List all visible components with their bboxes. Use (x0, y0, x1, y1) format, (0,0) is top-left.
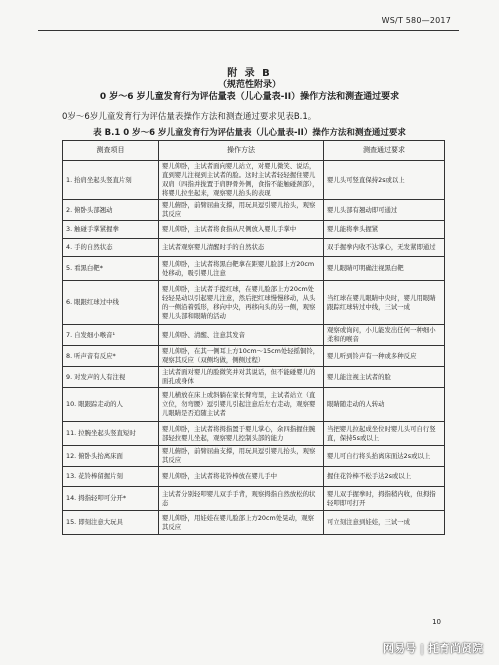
row-method: 婴儿仰卧，在其一侧耳上方10cm～15cm处轻摇铜铃，观察其反应（双侧均做，侧侧过程） (159, 346, 324, 367)
row-method: 婴儿仰卧、清醒、注意其发音 (159, 325, 324, 346)
row-method: 主试者分别轻叩婴儿双手手背，观察拇指自然放松的状态 (159, 487, 324, 511)
row-item: 7. 自发细小喉音¹ (63, 325, 159, 346)
row-item: 4. 手的自然状态 (63, 239, 159, 257)
header-item: 测查项目 (63, 141, 159, 161)
row-method: 婴儿横放在床上或斜躺在家长臂弯里，主试者站立（直立位，勿弯腰）逗引婴儿引起注意后左右走动，观察婴儿眼睛是否追随主试者 (159, 388, 324, 422)
table-row (63, 422, 445, 446)
row-method: 婴儿仰卧，主试者面向婴儿站立，对婴儿微笑、说话，直到婴儿注视到主试者的脸。这时主试者轻轻握住婴儿双肩（四指并拢置于肩胛骨外侧，食指不能触碰颈部），将婴儿拉坐起来，观察婴儿抬头的表现 (159, 161, 324, 200)
row-item: 15. 即刻注意大玩具 (63, 511, 159, 535)
row-pass: 婴儿双手握拳时，拇指稍内收，但拇指轻叩即可打开 (324, 487, 445, 511)
table-row (63, 161, 445, 200)
table-row (63, 467, 445, 487)
row-item: 8. 听声音有反应* (63, 346, 159, 367)
row-method: 婴儿仰卧，主试者将拇指置于婴儿掌心，余四指握住腕部轻拉婴儿坐起，观察婴儿控制头部的能力 (159, 422, 324, 446)
row-item: 5. 看黑白靶* (63, 257, 159, 281)
row-pass: 婴儿能将拳头握紧 (324, 221, 445, 239)
row-pass: 观察或询问，小儿能发出任何一种细小柔和的喉音 (324, 325, 445, 346)
table-row (63, 257, 445, 281)
table-row (63, 487, 445, 511)
watermark (383, 640, 483, 656)
appendix-title: 附 录 B (227, 68, 272, 79)
row-item: 9. 对发声的人有注视 (63, 367, 159, 388)
table-row (63, 239, 445, 257)
page-number: 10 (432, 618, 441, 626)
row-item: 2. 俯卧头部翘动 (63, 200, 159, 221)
row-item: 13. 花铃棒留握片刻 (63, 467, 159, 487)
row-pass: 婴儿眼睛可明确注视黑白靶 (324, 257, 445, 281)
row-pass: 握住花铃棒不松手达2s或以上 (324, 467, 445, 487)
row-pass: 可立刻注意到娃娃，三试一成 (324, 511, 445, 535)
watermark-separator: | (419, 641, 424, 655)
row-method: 婴儿俯卧，前臂屈曲支撑，用玩具逗引婴儿抬头，观察其反应 (159, 446, 324, 467)
table-row (63, 281, 445, 325)
row-item: 3. 触碰手掌紧握拳 (63, 221, 159, 239)
table-caption: 表 B.1 0 岁～6 岁儿童发育行为评估量表（儿心量表-II）操作方法和测查通过要求 (93, 128, 406, 138)
table-row (63, 325, 445, 346)
table-row (63, 511, 445, 535)
header-rule (38, 30, 459, 31)
standard-code: WS/T 580—2017 (381, 16, 451, 25)
row-item: 14. 拇指轻叩可分开* (63, 487, 159, 511)
table-row (63, 200, 445, 221)
row-pass: 婴儿能注视主试者的脸 (324, 367, 445, 388)
table-row (63, 367, 445, 388)
row-pass: 当把婴儿拉起成坐位时婴儿头可自行竖直，保持5s或以上 (324, 422, 445, 446)
watermark-brand: 网易号 (382, 642, 416, 655)
row-method: 主试者面对婴儿的脸微笑并对其说话，但不能碰婴儿的面孔或身体 (159, 367, 324, 388)
row-method: 婴儿仰卧，主试者将黑白靶拿在距婴儿脸部上方20cm处移动，吸引婴儿注意 (159, 257, 324, 281)
row-pass: 婴儿可自行将头抬离床面达2s或以上 (324, 446, 445, 467)
table-header-row (63, 141, 445, 161)
row-pass: 双手握拳内收不达掌心，无发紧即通过 (324, 239, 445, 257)
row-pass: 当红球在婴儿眼睛中央时，婴儿用眼睛跟踪红球转过中线，三试一成 (324, 281, 445, 325)
table-row (63, 388, 445, 422)
row-method: 婴儿仰卧，主试者手提红球，在婴儿脸部上方20cm处轻轻晃动以引起婴儿注意，然后把红球慢慢移动，从头的一侧沿着弧形，移向中央，再移向头的另一侧，观察婴儿头部和眼睛的活动 (159, 281, 324, 325)
row-pass: 婴儿头部有翘动即可通过 (324, 200, 445, 221)
row-pass: 眼睛随走动的人转动 (324, 388, 445, 422)
appendix-type: （规范性附录） (217, 80, 281, 90)
row-pass: 婴儿听到铃声有一种或多种反应 (324, 346, 445, 367)
row-method: 婴儿仰卧，主试者将花铃棒放在婴儿手中 (159, 467, 324, 487)
row-item: 12. 俯卧头抬离床面 (63, 446, 159, 467)
row-item: 6. 眼跟红球过中线 (63, 281, 159, 325)
assessment-table (62, 140, 445, 535)
header-method: 操作方法 (159, 141, 324, 161)
row-item: 11. 拉腕坐起头竖直短时 (63, 422, 159, 446)
header-pass: 测查通过要求 (324, 141, 445, 161)
row-item: 10. 眼跟踪走动的人 (63, 388, 159, 422)
row-method: 婴儿仰卧，主试者将食指从尺侧放入婴儿手掌中 (159, 221, 324, 239)
row-method: 婴儿俯卧，前臂屈曲支撑，用玩具逗引婴儿抬头，观察其反应 (159, 200, 324, 221)
table-row (63, 446, 445, 467)
intro-text: 0岁～6岁儿童发育行为评估量表操作方法和测查通过要求见表B.1。 (62, 112, 317, 122)
row-method: 主试者观察婴儿清醒时手的自然状态 (159, 239, 324, 257)
row-pass: 婴儿头可竖直保持2s或以上 (324, 161, 445, 200)
row-method: 婴儿仰卧，用娃娃在婴儿脸部上方20cm处晃动，观察其反应 (159, 511, 324, 535)
table-row (63, 221, 445, 239)
table-row (63, 346, 445, 367)
watermark-source: 托育尚贤院 (428, 642, 483, 655)
appendix-name: 0 岁～6 岁儿童发育行为评估量表（儿心量表-II）操作方法和测查通过要求 (99, 92, 400, 102)
row-item: 1. 抬肩坐起头竖直片刻 (63, 161, 159, 200)
